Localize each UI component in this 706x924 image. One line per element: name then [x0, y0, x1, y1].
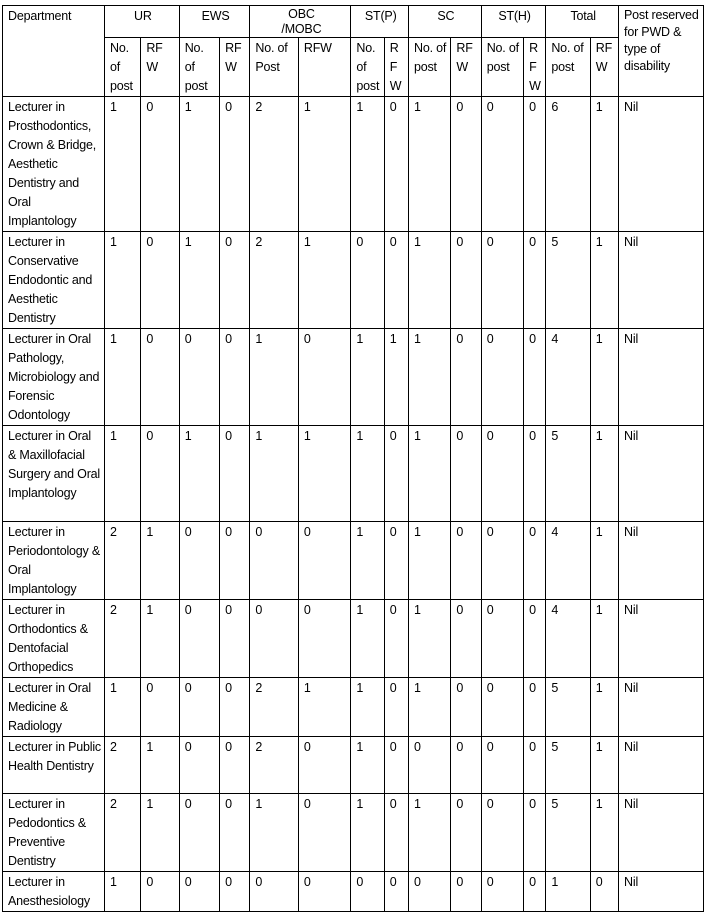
group-header-stp: ST(P): [351, 6, 409, 38]
table-row: [3, 97, 704, 232]
sc-posts-cell: 1: [409, 329, 451, 426]
ur-rfw-cell: 0: [141, 426, 179, 522]
table-row: [3, 329, 704, 426]
ews-rfw-cell: 0: [220, 737, 250, 794]
table-row: [3, 426, 704, 522]
total-posts-cell: 1: [546, 872, 590, 912]
stp-posts-cell: 1: [351, 678, 384, 737]
table-body: [3, 97, 704, 912]
ews-rfw-cell: 0: [220, 97, 250, 232]
sth-posts-cell: 0: [481, 426, 523, 522]
total-rfw-cell: 1: [590, 794, 618, 872]
sth-posts-cell: 0: [481, 600, 523, 678]
header-row-subcolumns: [3, 38, 704, 97]
ur-posts-cell: 2: [105, 522, 141, 600]
obc-rfw-cell: 1: [298, 426, 351, 522]
stp-rfw-cell: 0: [384, 97, 408, 232]
stp-posts-cell: 1: [351, 794, 384, 872]
sth-rfw-cell: 0: [524, 522, 546, 600]
total-rfw-cell: 1: [590, 600, 618, 678]
department-cell: Lecturer in Public Health Dentistry: [3, 737, 105, 794]
group-header-obc: [250, 6, 351, 38]
table-row: [3, 737, 704, 794]
pwd-cell: Nil: [619, 794, 704, 872]
ur-rfw-cell: 0: [141, 872, 179, 912]
department-cell: Lecturer in Periodontology & Oral Implantology: [3, 522, 105, 600]
obc-posts-cell: 2: [250, 737, 298, 794]
sc-rfw-cell: 0: [451, 737, 481, 794]
sth-rfw-cell: 0: [524, 678, 546, 737]
obc-posts-cell: 2: [250, 232, 298, 329]
table-row: [3, 232, 704, 329]
sth-rfw-cell: 0: [524, 600, 546, 678]
subheader-stp-posts: No. of post: [351, 38, 384, 97]
stp-posts-cell: 0: [351, 872, 384, 912]
header-row-groups: [3, 6, 704, 38]
sth-posts-cell: 0: [481, 232, 523, 329]
ews-rfw-cell: 0: [220, 232, 250, 329]
group-header-obc-text: OBC /MOBC: [281, 7, 322, 36]
subheader-stp-rfw: RF W: [384, 38, 408, 97]
obc-rfw-cell: 0: [298, 329, 351, 426]
total-rfw-cell: 1: [590, 426, 618, 522]
department-cell: Lecturer in Pedodontics & Preventive Dentistry: [3, 794, 105, 872]
table-row: [3, 678, 704, 737]
ews-posts-cell: 0: [179, 794, 219, 872]
ur-rfw-cell: 0: [141, 97, 179, 232]
pwd-cell: Nil: [619, 426, 704, 522]
ur-rfw-cell: 1: [141, 600, 179, 678]
sth-posts-cell: 0: [481, 737, 523, 794]
sc-rfw-cell: 0: [451, 232, 481, 329]
total-rfw-cell: 1: [590, 522, 618, 600]
ur-posts-cell: 1: [105, 678, 141, 737]
sc-posts-cell: 1: [409, 97, 451, 232]
stp-posts-cell: 1: [351, 329, 384, 426]
stp-rfw-cell: 0: [384, 794, 408, 872]
subheader-total-posts: No. of post: [546, 38, 590, 97]
pwd-cell: Nil: [619, 97, 704, 232]
obc-rfw-cell: 0: [298, 794, 351, 872]
group-header-sth: ST(H): [481, 6, 546, 38]
obc-rfw-cell: 1: [298, 678, 351, 737]
sc-posts-cell: 0: [409, 737, 451, 794]
ews-posts-cell: 0: [179, 522, 219, 600]
sth-rfw-cell: 0: [524, 794, 546, 872]
ews-rfw-cell: 0: [220, 329, 250, 426]
sth-rfw-cell: 0: [524, 737, 546, 794]
ur-rfw-cell: 0: [141, 678, 179, 737]
ur-rfw-cell: 1: [141, 794, 179, 872]
ur-posts-cell: 1: [105, 232, 141, 329]
total-posts-cell: 4: [546, 600, 590, 678]
sth-rfw-cell: 0: [524, 872, 546, 912]
sth-posts-cell: 0: [481, 872, 523, 912]
stp-posts-cell: 1: [351, 426, 384, 522]
sth-rfw-cell: 0: [524, 97, 546, 232]
ews-rfw-cell: 0: [220, 678, 250, 737]
subheader-ews-rfw: RF W: [220, 38, 250, 97]
group-header-total: Total: [546, 6, 619, 38]
total-rfw-cell: 1: [590, 678, 618, 737]
pwd-cell: Nil: [619, 678, 704, 737]
ews-posts-cell: 0: [179, 329, 219, 426]
subheader-sc-posts: No. of post: [409, 38, 451, 97]
ews-rfw-cell: 0: [220, 600, 250, 678]
stp-rfw-cell: 0: [384, 737, 408, 794]
obc-posts-cell: 1: [250, 329, 298, 426]
group-header-ews: EWS: [179, 6, 250, 38]
ur-posts-cell: 2: [105, 794, 141, 872]
pwd-cell: Nil: [619, 522, 704, 600]
table-header: [3, 6, 704, 97]
obc-posts-cell: 1: [250, 794, 298, 872]
department-cell: Lecturer in Orthodontics & Dentofacial Orthopedics: [3, 600, 105, 678]
subheader-sth-rfw: RF W: [524, 38, 546, 97]
sc-rfw-cell: 0: [451, 426, 481, 522]
department-cell: Lecturer in Oral Medicine & Radiology: [3, 678, 105, 737]
subheader-obc-posts: No. of Post: [250, 38, 298, 97]
ur-posts-cell: 1: [105, 329, 141, 426]
department-header: Department: [3, 6, 105, 97]
subheader-ur-posts: No. of post: [105, 38, 141, 97]
department-cell: Lecturer in Oral & Maxillofacial Surgery and Oral Implantology: [3, 426, 105, 522]
stp-posts-cell: 1: [351, 737, 384, 794]
subheader-ews-posts: No. of post: [179, 38, 219, 97]
sth-posts-cell: 0: [481, 678, 523, 737]
total-posts-cell: 4: [546, 329, 590, 426]
obc-rfw-cell: 0: [298, 522, 351, 600]
pwd-cell: Nil: [619, 232, 704, 329]
stp-rfw-cell: 0: [384, 872, 408, 912]
total-posts-cell: 6: [546, 97, 590, 232]
ur-posts-cell: 1: [105, 872, 141, 912]
sc-posts-cell: 1: [409, 678, 451, 737]
stp-posts-cell: 1: [351, 522, 384, 600]
table-row: [3, 794, 704, 872]
total-posts-cell: 5: [546, 232, 590, 329]
pwd-cell: Nil: [619, 600, 704, 678]
ur-posts-cell: 2: [105, 737, 141, 794]
stp-posts-cell: 1: [351, 97, 384, 232]
subheader-obc-rfw: RFW: [298, 38, 351, 97]
table-row: [3, 522, 704, 600]
sth-rfw-cell: 0: [524, 232, 546, 329]
sc-rfw-cell: 0: [451, 872, 481, 912]
ur-posts-cell: 1: [105, 426, 141, 522]
stp-rfw-cell: 0: [384, 522, 408, 600]
ews-posts-cell: 0: [179, 737, 219, 794]
table-row: [3, 872, 704, 912]
ur-posts-cell: 2: [105, 600, 141, 678]
total-posts-cell: 4: [546, 522, 590, 600]
sc-posts-cell: 1: [409, 426, 451, 522]
obc-posts-cell: 0: [250, 522, 298, 600]
obc-rfw-cell: 1: [298, 97, 351, 232]
stp-rfw-cell: 0: [384, 232, 408, 329]
total-posts-cell: 5: [546, 737, 590, 794]
group-header-ur: UR: [105, 6, 180, 38]
reservation-table: [2, 5, 704, 912]
sth-posts-cell: 0: [481, 329, 523, 426]
obc-rfw-cell: 0: [298, 737, 351, 794]
obc-rfw-cell: 0: [298, 600, 351, 678]
total-rfw-cell: 1: [590, 329, 618, 426]
department-cell: Lecturer in Prosthodontics, Crown & Bridge, Aesthetic Dentistry and Oral Implantology: [3, 97, 105, 232]
ur-rfw-cell: 0: [141, 232, 179, 329]
pwd-cell: Nil: [619, 872, 704, 912]
ews-rfw-cell: 0: [220, 426, 250, 522]
subheader-sc-rfw: RF W: [451, 38, 481, 97]
sc-posts-cell: 1: [409, 522, 451, 600]
obc-posts-cell: 2: [250, 97, 298, 232]
ews-posts-cell: 0: [179, 678, 219, 737]
pwd-cell: Nil: [619, 737, 704, 794]
total-rfw-cell: 1: [590, 737, 618, 794]
stp-rfw-cell: 0: [384, 426, 408, 522]
department-cell: Lecturer in Anesthesiology: [3, 872, 105, 912]
obc-posts-cell: 0: [250, 600, 298, 678]
sc-posts-cell: 0: [409, 872, 451, 912]
sc-rfw-cell: 0: [451, 678, 481, 737]
sc-posts-cell: 1: [409, 232, 451, 329]
obc-rfw-cell: 1: [298, 232, 351, 329]
ur-rfw-cell: 0: [141, 329, 179, 426]
sc-rfw-cell: 0: [451, 600, 481, 678]
sc-rfw-cell: 0: [451, 522, 481, 600]
ur-rfw-cell: 1: [141, 737, 179, 794]
total-rfw-cell: 0: [590, 872, 618, 912]
stp-posts-cell: 0: [351, 232, 384, 329]
subheader-ur-rfw: RF W: [141, 38, 179, 97]
sth-rfw-cell: 0: [524, 426, 546, 522]
obc-rfw-cell: 0: [298, 872, 351, 912]
ews-rfw-cell: 0: [220, 872, 250, 912]
total-posts-cell: 5: [546, 794, 590, 872]
sth-posts-cell: 0: [481, 794, 523, 872]
subheader-sth-posts: No. of post: [481, 38, 523, 97]
group-header-sc: SC: [409, 6, 482, 38]
pwd-cell: Nil: [619, 329, 704, 426]
obc-posts-cell: 0: [250, 872, 298, 912]
stp-rfw-cell: 1: [384, 329, 408, 426]
sc-rfw-cell: 0: [451, 794, 481, 872]
ews-posts-cell: 1: [179, 232, 219, 329]
stp-rfw-cell: 0: [384, 600, 408, 678]
total-rfw-cell: 1: [590, 97, 618, 232]
sc-rfw-cell: 0: [451, 97, 481, 232]
pwd-header: Post reserved for PWD & type of disability: [619, 6, 704, 97]
sc-rfw-cell: 0: [451, 329, 481, 426]
stp-posts-cell: 1: [351, 600, 384, 678]
ur-posts-cell: 1: [105, 97, 141, 232]
subheader-total-rfw: RF W: [590, 38, 618, 97]
ews-rfw-cell: 0: [220, 522, 250, 600]
obc-posts-cell: 1: [250, 426, 298, 522]
ews-posts-cell: 0: [179, 600, 219, 678]
ews-rfw-cell: 0: [220, 794, 250, 872]
stp-rfw-cell: 0: [384, 678, 408, 737]
sth-rfw-cell: 0: [524, 329, 546, 426]
total-posts-cell: 5: [546, 426, 590, 522]
ews-posts-cell: 1: [179, 97, 219, 232]
department-cell: Lecturer in Oral Pathology, Microbiology and Forensic Odontology: [3, 329, 105, 426]
ews-posts-cell: 1: [179, 426, 219, 522]
sc-posts-cell: 1: [409, 794, 451, 872]
sth-posts-cell: 0: [481, 97, 523, 232]
department-cell: Lecturer in Conservative Endodontic and Aesthetic Dentistry: [3, 232, 105, 329]
ur-rfw-cell: 1: [141, 522, 179, 600]
sc-posts-cell: 1: [409, 600, 451, 678]
total-rfw-cell: 1: [590, 232, 618, 329]
ews-posts-cell: 0: [179, 872, 219, 912]
table-row: [3, 600, 704, 678]
total-posts-cell: 5: [546, 678, 590, 737]
sth-posts-cell: 0: [481, 522, 523, 600]
obc-posts-cell: 2: [250, 678, 298, 737]
